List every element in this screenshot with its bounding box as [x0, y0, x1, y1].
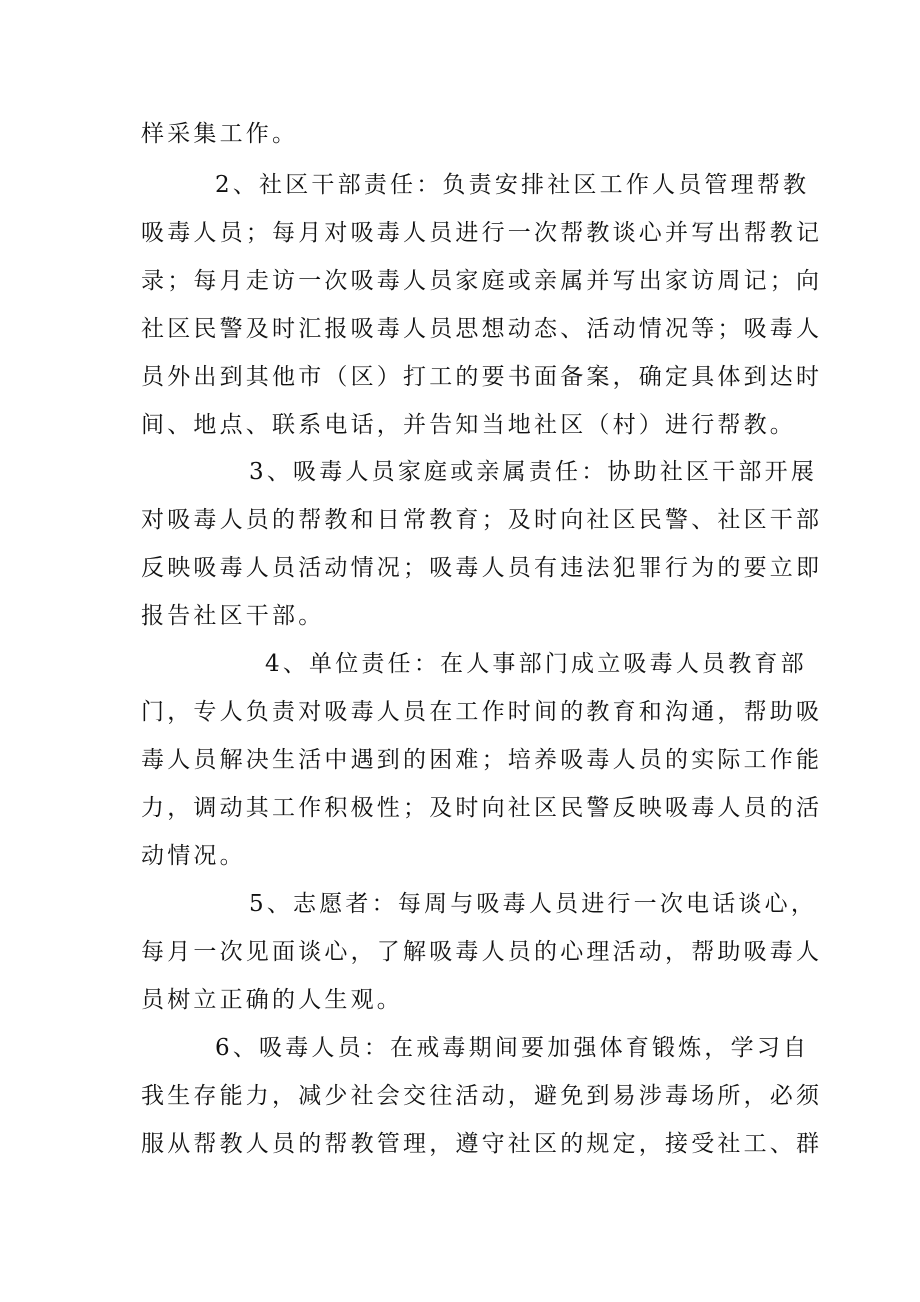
paragraph-line: 5、志愿者：每周与吸毒人员进行一次电话谈心， [249, 891, 818, 917]
paragraph-line: 毒人员解决生活中遇到的困难；培养吸毒人员的实际工作能 [141, 747, 823, 773]
paragraph-line: 4、单位责任：在人事部门成立吸毒人员教育部 [265, 651, 807, 677]
paragraph-line: 员外出到其他市（区）打工的要书面备案，确定具体到达时 [141, 364, 823, 390]
paragraph-4 [141, 640, 823, 880]
paragraph-line: 社区民警及时汇报吸毒人员思想动态、活动情况等；吸毒人 [141, 316, 823, 342]
paragraph-line: 报告社区干部。 [141, 603, 325, 629]
paragraph-line: 服从帮教人员的帮教管理，遵守社区的规定，接受社工、群 [141, 1131, 823, 1157]
paragraph-line: 反映吸毒人员活动情况；吸毒人员有违法犯罪行为的要立即 [141, 555, 823, 581]
paragraph-line: 我生存能力，减少社会交往活动，避免到易涉毒场所，必须 [141, 1083, 823, 1109]
paragraph-line: 力，调动其工作积极性；及时向社区民警反映吸毒人员的活 [141, 795, 823, 821]
paragraph-line: 对吸毒人员的帮教和日常教育；及时向社区民警、社区干部 [141, 507, 823, 533]
paragraph-line: 6、吸毒人员：在戒毒期间要加强体育锻炼，学习自 [215, 1035, 810, 1061]
paragraph-line: 2、社区干部责任：负责安排社区工作人员管理帮教 [215, 172, 810, 198]
paragraph-1 [141, 110, 781, 158]
paragraph-5 [141, 880, 823, 1024]
paragraph-2 [141, 161, 823, 449]
paragraph-line: 样采集工作。 [141, 121, 299, 147]
paragraph-line: 动情况。 [141, 843, 246, 869]
paragraph-line: 3、吸毒人员家庭或亲属责任：协助社区干部开展 [249, 459, 818, 485]
paragraph-3 [141, 448, 823, 640]
paragraph-line: 员树立正确的人生观。 [141, 987, 403, 1013]
paragraph-line: 间、地点、联系电话，并告知当地社区（村）进行帮教。 [141, 412, 796, 438]
paragraph-line: 门，专人负责对吸毒人员在工作时间的教育和沟通，帮助吸 [141, 699, 823, 725]
paragraph-line: 录；每月走访一次吸毒人员家庭或亲属并写出家访周记；向 [141, 268, 823, 294]
paragraph-line: 吸毒人员；每月对吸毒人员进行一次帮教谈心并写出帮教记 [141, 220, 823, 246]
paragraph-line: 每月一次见面谈心，了解吸毒人员的心理活动，帮助吸毒人 [141, 939, 823, 965]
paragraph-6 [141, 1024, 823, 1168]
